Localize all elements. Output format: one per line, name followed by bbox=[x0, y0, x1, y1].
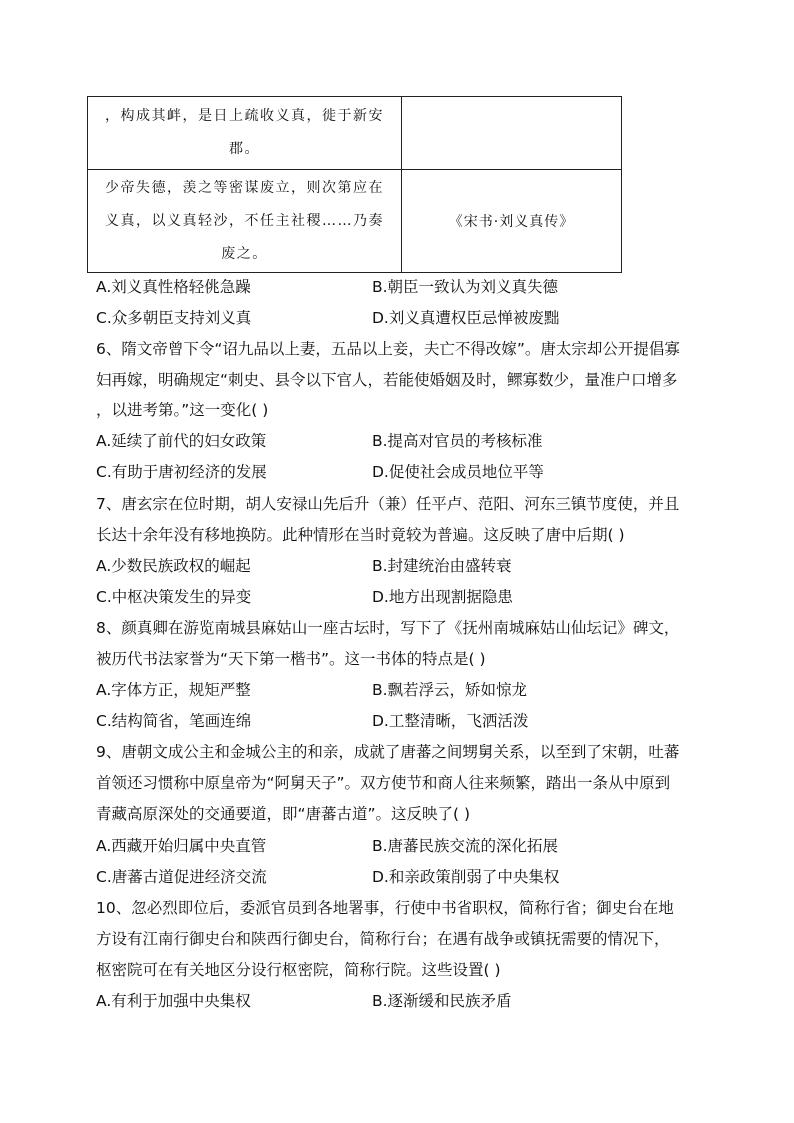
q8-stem-line: 被历代书法家誉为“天下第一楷书”。这一书体的特点是( ) bbox=[96, 650, 486, 668]
q6-stem-line: ，以进考第。”这一变化( ) bbox=[96, 401, 269, 419]
q8-stem-line: 8、颜真卿在游览南城县麻姑山一座古坛时，写下了《抚州南城麻姑山仙坛记》碑文， bbox=[96, 619, 680, 637]
q9-stem-line: 首领还习惯称中原皇帝为“阿舅天子”。双方使节和商人往来频繁，踏出一条从中原到 bbox=[96, 774, 671, 792]
q7-option-b[interactable]: B.封建统治由盛转衰 bbox=[372, 557, 512, 575]
source-excerpt-2: 少帝失德，羡之等密谋废立，则次第应在义真，以义真轻沙，不任主社稷……乃奏废之。 bbox=[105, 179, 384, 262]
source-table-row bbox=[88, 170, 622, 273]
q7-option-a[interactable]: A.少数民族政权的崛起 bbox=[96, 557, 251, 575]
q6-option-c[interactable]: C.有助于唐初经济的发展 bbox=[96, 463, 267, 481]
q5-option-c[interactable]: C.众多朝臣支持刘义真 bbox=[96, 309, 252, 327]
q9-option-b[interactable]: B.唐蕃民族交流的深化拓展 bbox=[372, 837, 559, 855]
q7-stem-line: 7、唐玄宗在位时期，胡人安禄山先后升（兼）任平卢、范阳、河东三镇节度使，并且 bbox=[96, 495, 680, 513]
q9-option-c[interactable]: C.唐蕃古道促进经济交流 bbox=[96, 868, 267, 886]
q7-stem-line: 长达十余年没有移地换防。此种情形在当时竟较为普遍。这反映了唐中后期( ) bbox=[96, 526, 625, 544]
q5-option-a[interactable]: A.刘义真性格轻佻急躁 bbox=[96, 278, 251, 296]
q5-option-d[interactable]: D.刘义真遭权臣忌惮被废黜 bbox=[372, 309, 560, 327]
q6-option-b[interactable]: B.提高对官员的考核标准 bbox=[372, 432, 543, 450]
q6-stem-line: 6、隋文帝曾下令“诏九品以上妻，五品以上妾，夫亡不得改嫁”。唐太宗却公开提倡寡 bbox=[96, 340, 680, 358]
source-excerpt-1: ，构成其衅，是日上疏收义真，徙于新安郡。 bbox=[105, 108, 384, 157]
q5-option-b[interactable]: B.朝臣一致认为刘义真失德 bbox=[372, 278, 559, 296]
q10-stem-line: 枢密院可在有关地区分设行枢密院，简称行院。这些设置( ) bbox=[96, 961, 501, 979]
q9-option-d[interactable]: D.和亲政策削弱了中央集权 bbox=[372, 868, 560, 886]
q9-stem-line: 9、唐朝文成公主和金城公主的和亲，成就了唐蕃之间甥舅关系，以至到了宋朝，吐蕃 bbox=[96, 743, 680, 761]
source-table bbox=[87, 96, 622, 273]
source-label-2: 《宋书·刘义真传》 bbox=[448, 214, 575, 230]
q6-option-a[interactable]: A.延续了前代的妇女政策 bbox=[96, 432, 267, 450]
q7-option-c[interactable]: C.中枢决策发生的异变 bbox=[96, 588, 252, 606]
q10-option-b[interactable]: B.逐渐缓和民族矛盾 bbox=[372, 992, 512, 1010]
q8-option-c[interactable]: C.结构简省，笔画连绵 bbox=[96, 712, 252, 730]
q8-option-d[interactable]: D.工整清晰，飞洒活泼 bbox=[372, 712, 529, 730]
source-table-cell bbox=[88, 170, 402, 273]
q6-stem-line: 妇再嫁，明确规定“刺史、县令以下官人，若能使婚姻及时，鳏寡数少，量准户口增多 bbox=[96, 371, 678, 389]
source-table-cell bbox=[402, 170, 622, 273]
q10-stem-line: 10、忽必烈即位后，委派官员到各地署事，行使中书省职权，简称行省；御史台在地 bbox=[96, 899, 674, 917]
source-table-cell bbox=[402, 97, 622, 170]
q10-option-a[interactable]: A.有利于加强中央集权 bbox=[96, 992, 251, 1010]
q9-stem-line: 青藏高原深处的交通要道，即“唐蕃古道”。这反映了( ) bbox=[96, 805, 471, 823]
q8-option-b[interactable]: B.飘若浮云，矫如惊龙 bbox=[372, 681, 528, 699]
q10-stem-line: 方设有江南行御史台和陕西行御史台，简称行台；在遇有战争或镇抚需要的情况下， bbox=[96, 930, 670, 948]
source-table-cell bbox=[88, 97, 402, 170]
q7-option-d[interactable]: D.地方出现割据隐患 bbox=[372, 588, 513, 606]
q8-option-a[interactable]: A.字体方正，规矩严整 bbox=[96, 681, 251, 699]
q9-option-a[interactable]: A.西藏开始归属中央直管 bbox=[96, 837, 267, 855]
q6-option-d[interactable]: D.促使社会成员地位平等 bbox=[372, 463, 544, 481]
source-table-row bbox=[88, 97, 622, 170]
